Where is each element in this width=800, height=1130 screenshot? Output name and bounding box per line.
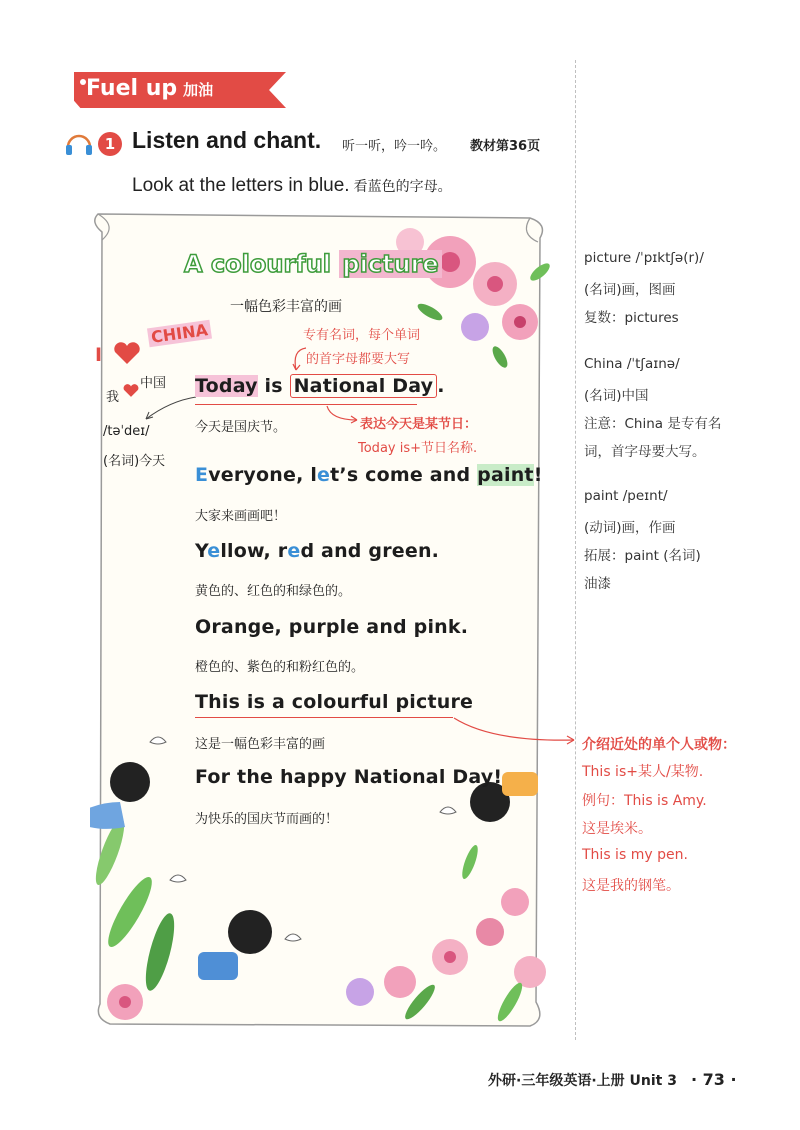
chant-line-6-cn: 为快乐的国庆节而画的！ bbox=[195, 812, 339, 827]
instruction bbox=[132, 175, 452, 197]
picture-meaning: (名词)画，图画 bbox=[584, 282, 676, 298]
china-note-2: 词，首字母要大写。 bbox=[584, 444, 706, 460]
wo-label: 我 bbox=[106, 390, 120, 405]
page-divider bbox=[575, 60, 576, 1040]
page-number: · 73 · bbox=[690, 1070, 737, 1089]
chant-line-3-y: Y bbox=[195, 540, 208, 562]
chant-line-3-rest: d and green. bbox=[300, 540, 440, 562]
heart-small-icon bbox=[122, 384, 140, 398]
chant-title-cn: 一幅色彩丰富的画 bbox=[230, 299, 342, 315]
express-note-1: 表达今天是某节日： bbox=[360, 417, 478, 432]
paint-word: paint bbox=[477, 464, 534, 486]
instruction-en: Look at the letters in blue. bbox=[132, 175, 350, 196]
section-title: Listen and chant. bbox=[132, 127, 322, 153]
proper-noun-arrow bbox=[288, 344, 310, 374]
line-5-underline bbox=[195, 717, 453, 718]
intro-line-4: This is my pen. bbox=[582, 847, 688, 863]
chant-line-1-end: . bbox=[437, 375, 445, 397]
chant-title-b: picture bbox=[339, 250, 441, 278]
today-arrow bbox=[140, 395, 200, 423]
chant-line-5: This is a colourful picture bbox=[195, 691, 474, 713]
national-day-word: National Day bbox=[290, 374, 438, 398]
chant-title bbox=[184, 250, 442, 278]
intro-line-5: 这是我的钢笔。 bbox=[582, 878, 680, 894]
chant-line-2 bbox=[195, 464, 543, 486]
proper-noun-note-1: 专有名词，每个单词 bbox=[303, 328, 421, 343]
intro-title: 介绍近处的单个人或物： bbox=[582, 737, 736, 753]
chant-line-3-part: llow, bbox=[220, 540, 278, 562]
footer-text: 外研·三年级英语·上册 Unit 3 bbox=[488, 1073, 677, 1089]
chant-line-3 bbox=[195, 540, 439, 562]
chant-line-2-rest: t’s come and bbox=[330, 464, 478, 486]
china-note-1: 注意：China 是专有名 bbox=[584, 416, 722, 432]
banner-title bbox=[86, 76, 213, 101]
intro-arrow bbox=[452, 714, 580, 746]
section-number: 1 bbox=[98, 132, 122, 156]
chant-line-1-cn: 今天是国庆节。 bbox=[195, 420, 287, 435]
intro-line-1: This is+某人/某物. bbox=[582, 764, 704, 780]
zhongguo-label: 中国 bbox=[140, 376, 167, 391]
china-phonetic: China /ˈtʃaɪnə/ bbox=[584, 356, 680, 372]
today-meaning: (名词)今天 bbox=[103, 454, 166, 469]
heart-icon bbox=[112, 342, 142, 366]
chant-line-5-cn: 这是一幅色彩丰富的画 bbox=[195, 737, 326, 752]
line-1-underline bbox=[195, 404, 417, 405]
blue-letter-e-2: e bbox=[317, 464, 331, 486]
express-note-2: Today is+节日名称. bbox=[358, 441, 478, 456]
chant-line-1 bbox=[195, 375, 445, 397]
today-phonetic: /təˈdeɪ/ bbox=[103, 424, 150, 439]
intro-line-3: 这是埃米。 bbox=[582, 821, 652, 837]
today-word: Today bbox=[195, 375, 258, 397]
express-arrow bbox=[325, 404, 361, 426]
chant-line-3-cn: 黄色的、红色的和绿色的。 bbox=[195, 584, 352, 599]
blue-letter-e: E bbox=[195, 464, 209, 486]
chant-line-2-cn: 大家来画画吧！ bbox=[195, 509, 287, 524]
i-love-china: CHINA bbox=[147, 320, 212, 348]
chant-line-4: Orange, purple and pink. bbox=[195, 616, 469, 638]
chant-line-2-l: l bbox=[310, 464, 318, 486]
chant-line-2-part: veryone, bbox=[208, 464, 311, 486]
blue-letter-e-3: e bbox=[207, 540, 221, 562]
proper-noun-note-2: 的首字母都要大写 bbox=[306, 352, 411, 367]
chant-title-a: A colourful bbox=[184, 250, 332, 278]
textbook-page-ref: 教材第36页 bbox=[470, 139, 541, 154]
paint-ext-2: 油漆 bbox=[584, 576, 611, 592]
headphone-icon[interactable] bbox=[64, 131, 94, 157]
china-meaning: (名词)中国 bbox=[584, 388, 649, 404]
chant-line-4-cn: 橙色的、紫色的和粉红色的。 bbox=[195, 660, 365, 675]
paint-meaning: (动词)画，作画 bbox=[584, 520, 676, 536]
blue-letter-e-4: e bbox=[287, 540, 301, 562]
banner-title-cn: 加油 bbox=[183, 81, 214, 99]
picture-plural: 复数：pictures bbox=[584, 310, 679, 326]
paint-ext-1: 拓展：paint (名词) bbox=[584, 548, 701, 564]
banner-title-en: Fuel up bbox=[86, 76, 178, 101]
intro-line-2: 例句：This is Amy. bbox=[582, 793, 707, 809]
section-title-cn: 听一听，吟一吟。 bbox=[342, 139, 447, 154]
chant-line-1-is: is bbox=[257, 375, 290, 397]
i-love-i: I bbox=[95, 344, 103, 366]
chant-line-2-end: ! bbox=[533, 464, 543, 486]
chant-line-6: For the happy National Day! bbox=[195, 766, 503, 788]
chant-line-3-r: r bbox=[277, 540, 288, 562]
instruction-cn: 看蓝色的字母。 bbox=[353, 178, 452, 194]
paint-phonetic: paint /peɪnt/ bbox=[584, 488, 668, 504]
page-footer bbox=[488, 1070, 737, 1090]
picture-phonetic: picture /ˈpɪktʃə(r)/ bbox=[584, 250, 704, 266]
